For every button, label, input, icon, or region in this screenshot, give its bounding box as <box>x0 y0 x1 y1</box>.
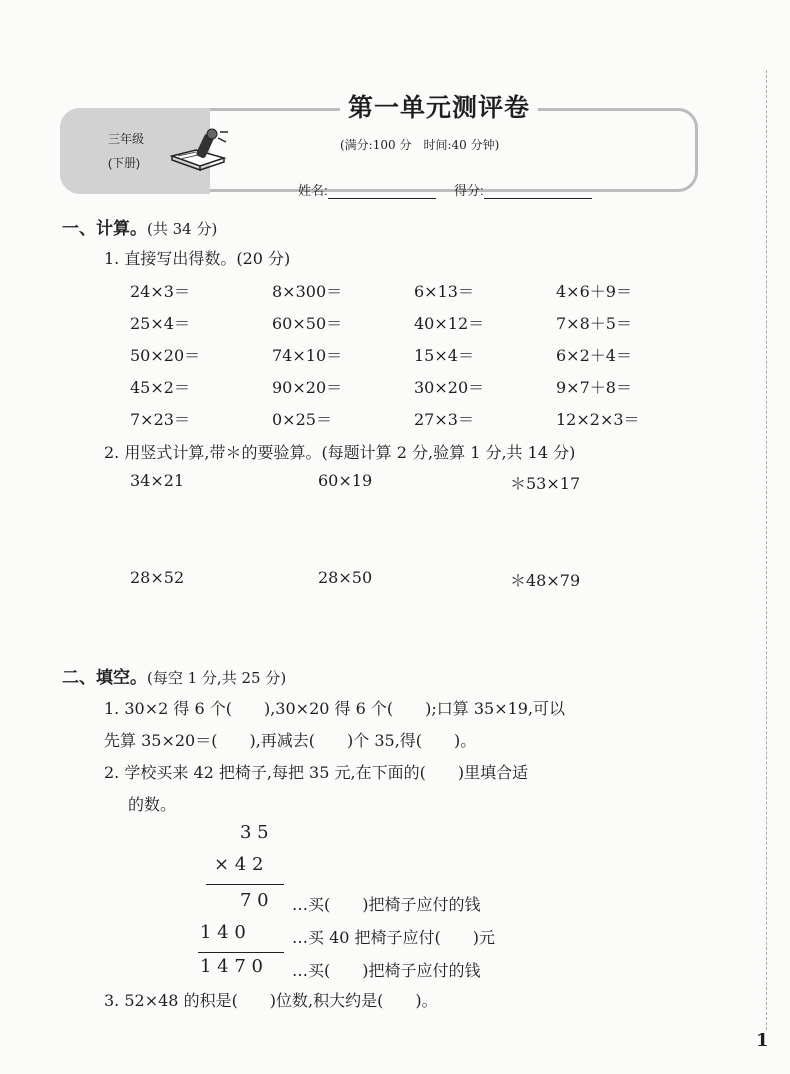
vcalc-multiplier: × 4 2 <box>214 854 264 875</box>
oral-calc-item: 74×10＝ <box>272 346 343 365</box>
oral-calc-item: 25×4＝ <box>130 314 190 333</box>
section2-title: 二、填空。 <box>62 668 147 688</box>
book-pen-icon <box>168 126 230 174</box>
name-blank <box>328 186 436 199</box>
section1-heading <box>62 214 217 239</box>
oral-calc-item: 90×20＝ <box>272 378 343 397</box>
section2-q2-line2: 的数。 <box>128 795 177 814</box>
vcalc-partial1: 7 0 <box>240 890 269 911</box>
oral-calc-item: 30×20＝ <box>414 378 485 397</box>
vcalc-note: …买( )把椅子应付的钱 <box>292 961 481 980</box>
oral-calc-item: 8×300＝ <box>272 282 343 301</box>
oral-calc-item: 12×2×3＝ <box>556 410 640 429</box>
oral-calc-item: 15×4＝ <box>414 346 474 365</box>
name-label: 姓名: <box>298 183 328 198</box>
oral-calc-item: 60×50＝ <box>272 314 343 333</box>
score-blank <box>484 186 592 199</box>
volume-label: (下册) <box>108 156 140 170</box>
oral-calc-item: 7×8＋5＝ <box>556 314 632 333</box>
section1-q2-label: 2. 用竖式计算,带＊的要验算。(每题计算 2 分,验算 1 分,共 14 分) <box>104 443 576 462</box>
vcalc-rule <box>206 884 284 885</box>
grade-label: 三年级 <box>108 132 145 146</box>
score-field <box>454 180 592 199</box>
page-number: 1 <box>756 1030 769 1051</box>
vertical-calc-item: ＊53×17 <box>510 474 581 493</box>
oral-calc-item: 24×3＝ <box>130 282 190 301</box>
oral-calc-item: 40×12＝ <box>414 314 485 333</box>
oral-calc-item: 7×23＝ <box>130 410 190 429</box>
vcalc-note: …买( )把椅子应付的钱 <box>292 895 481 914</box>
binding-margin-line <box>766 70 767 1030</box>
name-field <box>298 180 436 199</box>
oral-calc-item: 6×2＋4＝ <box>556 346 632 365</box>
vcalc-multiplicand: 3 5 <box>240 822 269 843</box>
oral-calc-item: 0×25＝ <box>272 410 332 429</box>
score-label: 得分: <box>454 183 484 198</box>
vertical-calc-item: ＊48×79 <box>510 571 581 590</box>
vertical-calc-item: 60×19 <box>318 471 373 490</box>
oral-calc-item: 9×7＋8＝ <box>556 378 632 397</box>
vcalc-note: …买 40 把椅子应付( )元 <box>292 928 496 947</box>
section2-points: (每空 1 分,共 25 分) <box>147 669 287 687</box>
vertical-calc-item: 34×21 <box>130 471 185 490</box>
vertical-calc-item: 28×52 <box>130 568 185 587</box>
vertical-calc-item: 28×50 <box>318 568 373 587</box>
section2-q1-line1: 1. 30×2 得 6 个( ),30×20 得 6 个( );口算 35×19,可以 <box>104 699 566 718</box>
oral-calc-item: 50×20＝ <box>130 346 201 365</box>
section1-q1-label: 1. 直接写出得数。(20 分) <box>104 249 291 268</box>
oral-calc-item: 27×3＝ <box>414 410 474 429</box>
section2-q3: 3. 52×48 的积是( )位数,积大约是( )。 <box>104 991 438 1010</box>
section1-title: 一、计算。 <box>62 219 147 239</box>
section1-points: (共 34 分) <box>147 220 218 238</box>
vcalc-result: 1 4 7 0 <box>200 956 263 977</box>
oral-calc-item: 6×13＝ <box>414 282 474 301</box>
section2-q2-line1: 2. 学校买来 42 把椅子,每把 35 元,在下面的( )里填合适 <box>104 763 529 782</box>
section2-heading <box>62 663 286 688</box>
vcalc-partial2: 1 4 0 <box>200 922 246 943</box>
page-subtitle: (满分:100 分 时间:40 分钟) <box>340 138 500 152</box>
oral-calc-item: 45×2＝ <box>130 378 190 397</box>
section2-q1-line2: 先算 35×20＝( ),再减去( )个 35,得( )。 <box>104 731 477 750</box>
vcalc-rule <box>198 952 284 953</box>
oral-calc-item: 4×6＋9＝ <box>556 282 632 301</box>
page-title: 第一单元测评卷 <box>340 88 538 124</box>
